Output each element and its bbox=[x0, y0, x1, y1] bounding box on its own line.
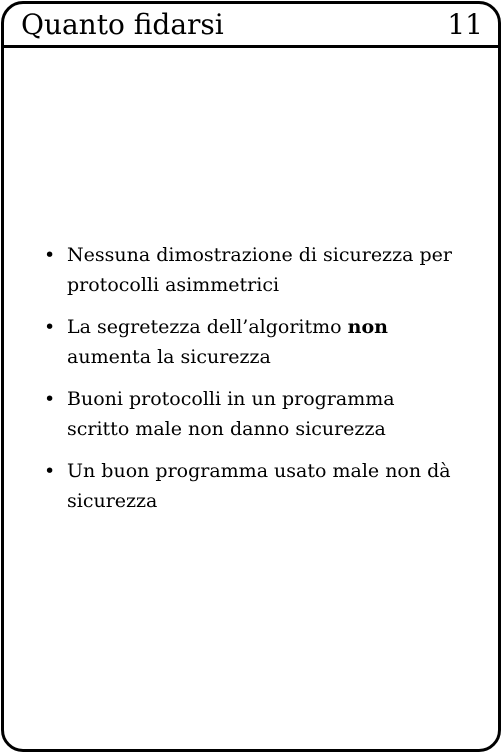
bullet-text: Nessuna dimostrazione di sicurezza per protocolli asimmetrici bbox=[67, 244, 452, 296]
bullet-text-before: La segretezza dell’algoritmo bbox=[67, 316, 348, 338]
bullet-item-3 bbox=[42, 384, 462, 444]
bullet-text: Un buon programma usato male non dà sicurezza bbox=[67, 460, 451, 512]
slide-frame bbox=[1, 1, 501, 752]
bullet-list bbox=[42, 240, 462, 528]
bullet-dot-icon: • bbox=[44, 244, 56, 266]
bullet-item-2 bbox=[42, 312, 462, 372]
page-number: 11 bbox=[447, 8, 483, 41]
slide-title: Quanto fidarsi bbox=[21, 8, 224, 41]
bullet-text-after: aumenta la sicurezza bbox=[67, 346, 271, 368]
slide-header bbox=[4, 4, 498, 48]
bullet-dot-icon: • bbox=[44, 388, 56, 410]
bullet-dot-icon: • bbox=[44, 460, 56, 482]
bullet-dot-icon: • bbox=[44, 316, 56, 338]
bullet-text: Buoni protocolli in un programma scritto male non danno sicurezza bbox=[67, 388, 395, 440]
bullet-text-bold: non bbox=[347, 316, 388, 338]
bullet-item-1 bbox=[42, 240, 462, 300]
bullet-item-4 bbox=[42, 456, 462, 516]
